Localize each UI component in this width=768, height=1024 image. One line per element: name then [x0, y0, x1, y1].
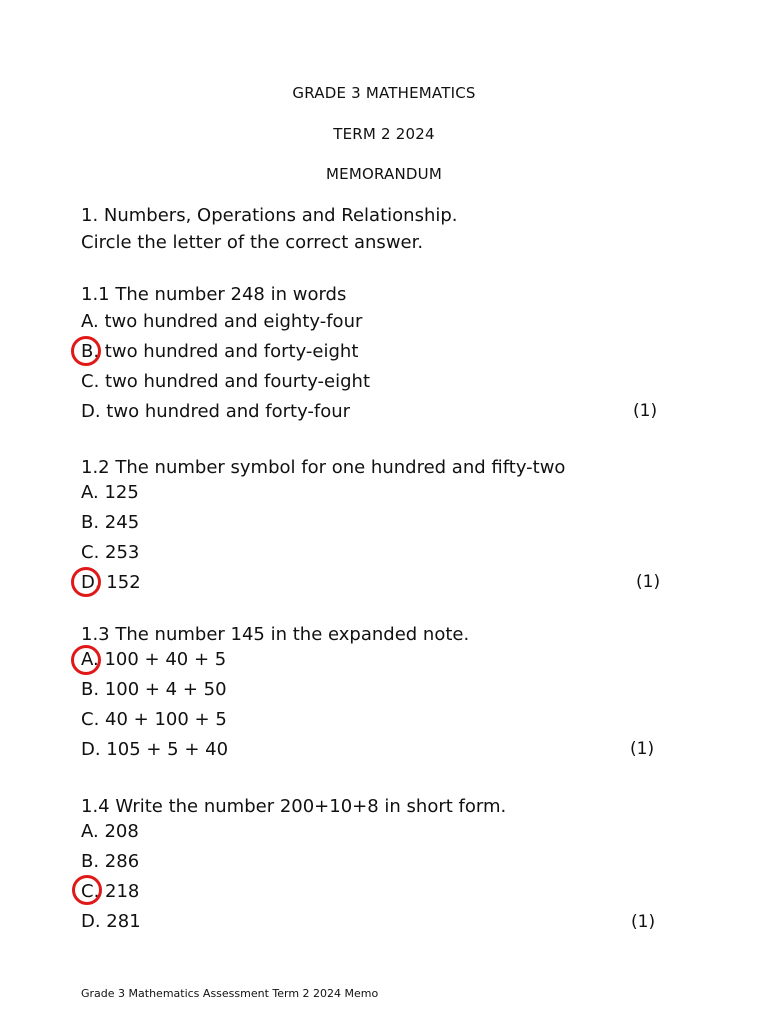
answer-option-b: B. 286	[81, 851, 140, 872]
question-prompt: 1.2 The number symbol for one hundred and fifty-two	[81, 457, 566, 478]
answer-option-a: A. two hundred and eighty-four	[81, 311, 363, 332]
question-prompt: 1.4 Write the number 200+10+8 in short form.	[81, 796, 507, 817]
answer-option-d: D. 281	[81, 911, 141, 932]
memo-subtitle: MEMORANDUM	[326, 165, 442, 183]
page-title: GRADE 3 MATHEMATICS	[292, 84, 476, 102]
answer-option-b: B. two hundred and forty-eight	[81, 341, 359, 362]
question-mark: (1)	[636, 572, 661, 592]
answer-circle	[71, 567, 101, 597]
answer-option-c: C. 253	[81, 542, 140, 563]
question-prompt: 1.1 The number 248 in words	[81, 284, 347, 305]
answer-option-a: A. 100 + 40 + 5	[81, 649, 227, 670]
section-instruction: Circle the letter of the correct answer.	[81, 232, 424, 253]
question-prompt: 1.3 The number 145 in the expanded note.	[81, 624, 470, 645]
answer-circle	[71, 336, 101, 366]
term-label: TERM 2 2024	[333, 125, 435, 143]
section-heading: 1. Numbers, Operations and Relationship.	[81, 205, 458, 226]
answer-option-d: D. 105 + 5 + 40	[81, 739, 229, 760]
answer-option-a: A. 208	[81, 821, 139, 842]
answer-option-d: D. 152	[81, 572, 141, 593]
answer-option-d: D. two hundred and forty-four	[81, 401, 351, 422]
question-mark: (1)	[630, 739, 655, 759]
answer-circle	[72, 875, 102, 905]
answer-option-b: B. 100 + 4 + 50	[81, 679, 227, 700]
answer-option-b: B. 245	[81, 512, 140, 533]
answer-option-a: A. 125	[81, 482, 139, 503]
answer-option-c: C. 218	[81, 881, 140, 902]
page-footer: Grade 3 Mathematics Assessment Term 2 2024 Memo	[81, 987, 379, 1000]
answer-option-c: C. 40 + 100 + 5	[81, 709, 227, 730]
answer-circle	[71, 645, 101, 675]
question-mark: (1)	[633, 401, 658, 421]
question-mark: (1)	[631, 912, 656, 932]
answer-option-c: C. two hundred and fourty-eight	[81, 371, 371, 392]
